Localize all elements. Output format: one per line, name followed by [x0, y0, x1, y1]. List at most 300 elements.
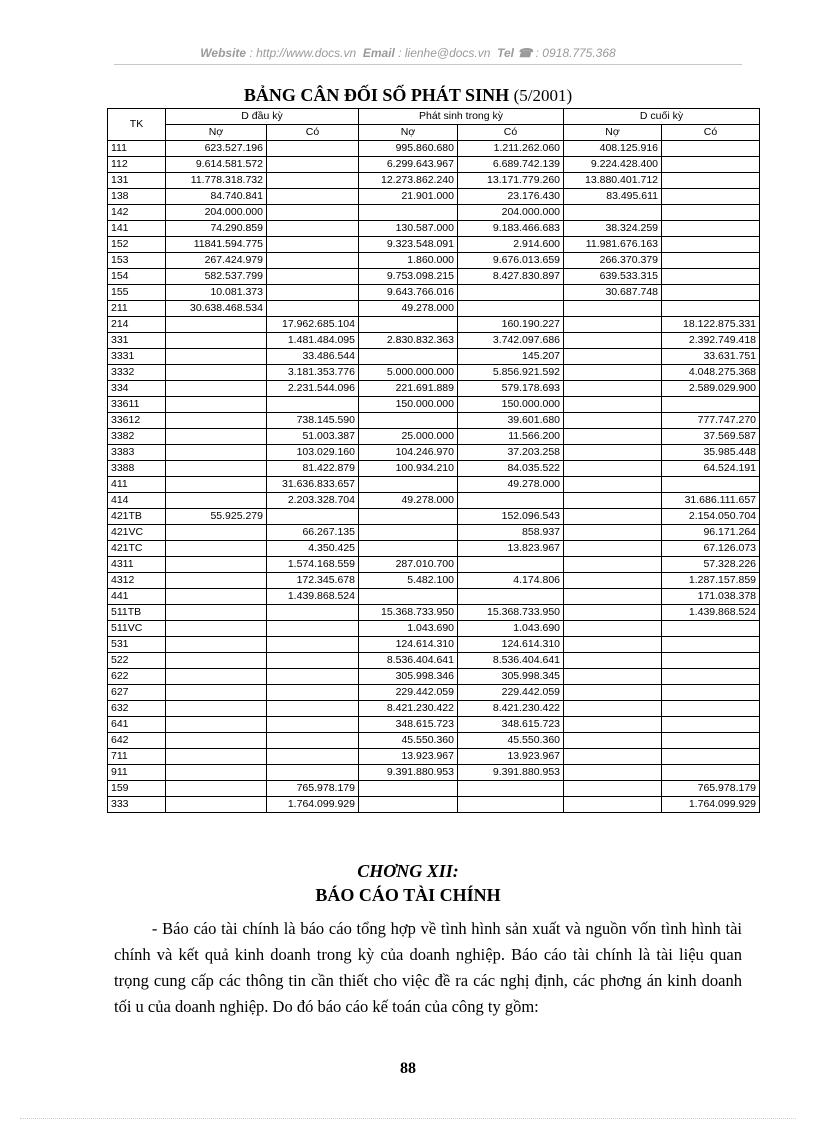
cell-period-debit [359, 349, 458, 365]
cell-closing-debit: 9.224.428.400 [564, 157, 662, 173]
cell-opening-debit: 623.527.196 [166, 141, 267, 157]
cell-opening-credit: 66.267.135 [267, 525, 359, 541]
cell-opening-debit: 267.424.979 [166, 253, 267, 269]
table-row [108, 237, 760, 253]
cell-closing-credit: 765.978.179 [662, 781, 760, 797]
cell-closing-credit [662, 701, 760, 717]
table-row [108, 765, 760, 781]
cell-closing-debit [564, 301, 662, 317]
cell-closing-debit [564, 573, 662, 589]
table-period: (5/2001) [513, 86, 573, 105]
cell-opening-credit [267, 189, 359, 205]
cell-account: 3332 [108, 365, 166, 381]
cell-period-debit: 15.368.733.950 [359, 605, 458, 621]
cell-closing-credit [662, 717, 760, 733]
col-header-closing-credit: Có [662, 125, 760, 141]
cell-period-credit: 160.190.227 [458, 317, 564, 333]
cell-closing-debit: 83.495.611 [564, 189, 662, 205]
cell-account: 331 [108, 333, 166, 349]
table-row [108, 701, 760, 717]
table-row [108, 141, 760, 157]
cell-account: 911 [108, 765, 166, 781]
cell-closing-credit: 37.569.587 [662, 429, 760, 445]
cell-closing-debit [564, 605, 662, 621]
cell-opening-debit [166, 685, 267, 701]
cell-period-debit: 2.830.832.363 [359, 333, 458, 349]
table-row [108, 733, 760, 749]
cell-period-credit: 4.174.806 [458, 573, 564, 589]
cell-period-credit [458, 797, 564, 813]
cell-closing-credit [662, 189, 760, 205]
cell-opening-credit [267, 605, 359, 621]
cell-opening-debit [166, 333, 267, 349]
cell-account: 3382 [108, 429, 166, 445]
cell-closing-credit: 2.589.029.900 [662, 381, 760, 397]
cell-period-debit [359, 797, 458, 813]
cell-period-credit: 45.550.360 [458, 733, 564, 749]
table-row [108, 301, 760, 317]
cell-opening-debit [166, 573, 267, 589]
body-paragraph [114, 916, 742, 1020]
cell-opening-debit: 9.614.581.572 [166, 157, 267, 173]
table-row [108, 557, 760, 573]
cell-opening-debit [166, 429, 267, 445]
cell-account: 627 [108, 685, 166, 701]
cell-closing-debit [564, 429, 662, 445]
cell-account: 421TC [108, 541, 166, 557]
cell-opening-credit: 2.203.328.704 [267, 493, 359, 509]
cell-closing-credit [662, 685, 760, 701]
cell-opening-debit [166, 349, 267, 365]
table-row [108, 589, 760, 605]
cell-account: 4312 [108, 573, 166, 589]
cell-period-credit: 1.211.262.060 [458, 141, 564, 157]
page-number: 88 [400, 1060, 416, 1077]
cell-period-debit: 49.278.000 [359, 301, 458, 317]
cell-period-debit: 12.273.862.240 [359, 173, 458, 189]
cell-period-credit: 15.368.733.950 [458, 605, 564, 621]
cell-opening-credit [267, 269, 359, 285]
cell-opening-credit [267, 653, 359, 669]
cell-closing-credit: 31.686.111.657 [662, 493, 760, 509]
cell-account: 154 [108, 269, 166, 285]
cell-opening-credit [267, 141, 359, 157]
cell-closing-debit [564, 669, 662, 685]
cell-account: 642 [108, 733, 166, 749]
cell-period-debit: 104.246.970 [359, 445, 458, 461]
table-row [108, 413, 760, 429]
cell-period-credit: 11.566.200 [458, 429, 564, 445]
cell-opening-debit [166, 381, 267, 397]
cell-closing-debit [564, 717, 662, 733]
cell-period-debit: 25.000.000 [359, 429, 458, 445]
cell-period-credit: 8.427.830.897 [458, 269, 564, 285]
cell-period-credit: 8.536.404.641 [458, 653, 564, 669]
cell-opening-credit: 33.486.544 [267, 349, 359, 365]
cell-period-credit [458, 557, 564, 573]
table-row [108, 685, 760, 701]
cell-account: 3388 [108, 461, 166, 477]
cell-period-credit: 5.856.921.592 [458, 365, 564, 381]
cell-period-debit: 305.998.346 [359, 669, 458, 685]
cell-period-debit: 49.278.000 [359, 493, 458, 509]
cell-period-credit: 8.421.230.422 [458, 701, 564, 717]
cell-period-debit: 1.043.690 [359, 621, 458, 637]
cell-closing-credit: 67.126.073 [662, 541, 760, 557]
cell-opening-credit [267, 221, 359, 237]
cell-opening-credit [267, 717, 359, 733]
cell-closing-credit [662, 253, 760, 269]
table-row [108, 205, 760, 221]
cell-opening-debit [166, 365, 267, 381]
table-row [108, 541, 760, 557]
cell-opening-debit [166, 749, 267, 765]
cell-closing-credit: 1.439.868.524 [662, 605, 760, 621]
cell-closing-credit: 57.328.226 [662, 557, 760, 573]
cell-opening-debit [166, 605, 267, 621]
cell-opening-credit [267, 253, 359, 269]
cell-period-debit: 221.691.889 [359, 381, 458, 397]
cell-closing-debit [564, 461, 662, 477]
table-row [108, 349, 760, 365]
table-title [0, 85, 816, 106]
cell-closing-debit [564, 637, 662, 653]
cell-closing-credit [662, 157, 760, 173]
table-row [108, 797, 760, 813]
cell-opening-credit: 2.231.544.096 [267, 381, 359, 397]
tel-number: : 0918.775.368 [535, 46, 616, 60]
cell-period-debit: 100.934.210 [359, 461, 458, 477]
cell-period-credit: 858.937 [458, 525, 564, 541]
cell-closing-credit: 171.038.378 [662, 589, 760, 605]
cell-closing-debit [564, 365, 662, 381]
cell-period-credit: 6.689.742.139 [458, 157, 564, 173]
cell-period-credit: 204.000.000 [458, 205, 564, 221]
cell-closing-credit [662, 637, 760, 653]
table-title-text: BẢNG CÂN ĐỐI SỐ PHÁT SINH [243, 85, 510, 105]
table-row [108, 509, 760, 525]
cell-period-credit [458, 285, 564, 301]
cell-period-credit: 348.615.723 [458, 717, 564, 733]
cell-closing-credit [662, 301, 760, 317]
cell-opening-credit: 4.350.425 [267, 541, 359, 557]
cell-opening-credit: 1.439.868.524 [267, 589, 359, 605]
cell-opening-debit [166, 589, 267, 605]
cell-closing-debit: 13.880.401.712 [564, 173, 662, 189]
cell-account: 152 [108, 237, 166, 253]
table-row [108, 253, 760, 269]
cell-account: 421VC [108, 525, 166, 541]
cell-account: 522 [108, 653, 166, 669]
cell-closing-credit [662, 397, 760, 413]
cell-period-credit: 13.171.779.260 [458, 173, 564, 189]
cell-opening-credit [267, 765, 359, 781]
cell-account: 4311 [108, 557, 166, 573]
table-row [108, 397, 760, 413]
cell-opening-credit [267, 237, 359, 253]
cell-closing-debit [564, 317, 662, 333]
cell-opening-credit [267, 749, 359, 765]
col-header-tk: TK [108, 109, 166, 141]
cell-account: 211 [108, 301, 166, 317]
cell-closing-debit [564, 653, 662, 669]
cell-period-debit: 8.536.404.641 [359, 653, 458, 669]
cell-closing-debit: 38.324.259 [564, 221, 662, 237]
cell-period-credit: 9.183.466.683 [458, 221, 564, 237]
cell-opening-credit [267, 397, 359, 413]
cell-opening-credit: 765.978.179 [267, 781, 359, 797]
cell-account: 414 [108, 493, 166, 509]
table-row [108, 333, 760, 349]
table-row [108, 189, 760, 205]
cell-period-debit [359, 525, 458, 541]
cell-period-debit: 9.391.880.953 [359, 765, 458, 781]
cell-opening-debit [166, 637, 267, 653]
cell-period-debit: 9.753.098.215 [359, 269, 458, 285]
cell-closing-debit [564, 781, 662, 797]
cell-closing-debit [564, 397, 662, 413]
cell-opening-debit [166, 445, 267, 461]
website-url[interactable]: : http://www.docs.vn [249, 46, 357, 60]
cell-period-credit: 579.178.693 [458, 381, 564, 397]
cell-opening-credit [267, 669, 359, 685]
cell-opening-credit: 1.574.168.559 [267, 557, 359, 573]
cell-period-credit: 1.043.690 [458, 621, 564, 637]
website-label: Website [200, 46, 247, 60]
table-row [108, 381, 760, 397]
cell-opening-debit: 84.740.841 [166, 189, 267, 205]
footer-divider [20, 1118, 796, 1119]
cell-period-debit: 130.587.000 [359, 221, 458, 237]
cell-opening-credit: 31.636.833.657 [267, 477, 359, 493]
cell-closing-credit: 4.048.275.368 [662, 365, 760, 381]
email-address[interactable]: : lienhe@docs.vn [398, 46, 491, 60]
cell-period-credit: 145.207 [458, 349, 564, 365]
cell-period-credit: 23.176.430 [458, 189, 564, 205]
cell-opening-debit: 582.537.799 [166, 269, 267, 285]
col-header-opening: D đầu kỳ [166, 109, 359, 125]
cell-account: 159 [108, 781, 166, 797]
cell-closing-debit: 266.370.379 [564, 253, 662, 269]
cell-period-debit: 150.000.000 [359, 397, 458, 413]
cell-period-credit: 13.823.967 [458, 541, 564, 557]
cell-account: 138 [108, 189, 166, 205]
cell-closing-credit [662, 269, 760, 285]
cell-period-credit: 84.035.522 [458, 461, 564, 477]
cell-period-debit: 124.614.310 [359, 637, 458, 653]
cell-account: 155 [108, 285, 166, 301]
cell-closing-debit [564, 557, 662, 573]
cell-period-debit: 13.923.967 [359, 749, 458, 765]
cell-opening-credit: 738.145.590 [267, 413, 359, 429]
cell-closing-credit: 777.747.270 [662, 413, 760, 429]
cell-account: 33612 [108, 413, 166, 429]
cell-closing-credit: 2.392.749.418 [662, 333, 760, 349]
table-row [108, 749, 760, 765]
cell-opening-debit [166, 781, 267, 797]
cell-period-debit: 1.860.000 [359, 253, 458, 269]
cell-account: 711 [108, 749, 166, 765]
cell-closing-credit [662, 237, 760, 253]
cell-period-debit [359, 509, 458, 525]
col-header-closing-debit: Nợ [564, 125, 662, 141]
cell-opening-debit [166, 733, 267, 749]
cell-closing-credit [662, 749, 760, 765]
header-divider [114, 64, 742, 65]
cell-period-credit [458, 781, 564, 797]
cell-opening-debit [166, 621, 267, 637]
table-row [108, 637, 760, 653]
cell-closing-credit [662, 221, 760, 237]
table-body [108, 141, 760, 813]
cell-opening-credit: 17.962.685.104 [267, 317, 359, 333]
cell-opening-debit: 204.000.000 [166, 205, 267, 221]
cell-closing-credit: 1.764.099.929 [662, 797, 760, 813]
table-row [108, 317, 760, 333]
cell-period-credit: 9.676.013.659 [458, 253, 564, 269]
cell-period-debit: 6.299.643.967 [359, 157, 458, 173]
cell-opening-credit: 81.422.879 [267, 461, 359, 477]
cell-closing-credit [662, 621, 760, 637]
cell-period-credit: 37.203.258 [458, 445, 564, 461]
table-row [108, 493, 760, 509]
cell-period-credit: 305.998.345 [458, 669, 564, 685]
cell-opening-credit: 172.345.678 [267, 573, 359, 589]
cell-opening-debit: 11.778.318.732 [166, 173, 267, 189]
cell-period-credit: 49.278.000 [458, 477, 564, 493]
balance-table [107, 108, 760, 813]
cell-closing-debit [564, 589, 662, 605]
cell-account: 112 [108, 157, 166, 173]
cell-closing-debit [564, 349, 662, 365]
cell-opening-credit [267, 205, 359, 221]
col-header-closing: D cuối kỳ [564, 109, 760, 125]
cell-opening-debit [166, 797, 267, 813]
tel-label: Tel ☎ [497, 46, 533, 60]
cell-opening-debit [166, 669, 267, 685]
cell-account: 421TB [108, 509, 166, 525]
cell-period-credit: 9.391.880.953 [458, 765, 564, 781]
table-row [108, 573, 760, 589]
cell-opening-credit [267, 701, 359, 717]
cell-period-debit: 348.615.723 [359, 717, 458, 733]
cell-period-debit [359, 589, 458, 605]
cell-closing-debit [564, 445, 662, 461]
cell-opening-debit [166, 461, 267, 477]
cell-period-debit: 8.421.230.422 [359, 701, 458, 717]
table-row [108, 445, 760, 461]
cell-closing-debit [564, 493, 662, 509]
table-row [108, 605, 760, 621]
col-header-opening-debit: Nợ [166, 125, 267, 141]
cell-account: 3383 [108, 445, 166, 461]
cell-opening-credit: 1.481.484.095 [267, 333, 359, 349]
col-header-period-credit: Có [458, 125, 564, 141]
cell-period-debit: 45.550.360 [359, 733, 458, 749]
cell-account: 142 [108, 205, 166, 221]
table-row [108, 653, 760, 669]
cell-closing-credit: 2.154.050.704 [662, 509, 760, 525]
table-row [108, 669, 760, 685]
cell-period-credit: 39.601.680 [458, 413, 564, 429]
table-row [108, 477, 760, 493]
cell-closing-credit [662, 653, 760, 669]
cell-closing-credit [662, 669, 760, 685]
cell-opening-debit: 30.638.468.534 [166, 301, 267, 317]
cell-opening-credit [267, 285, 359, 301]
cell-period-credit: 3.742.097.686 [458, 333, 564, 349]
cell-closing-debit [564, 701, 662, 717]
table-row [108, 269, 760, 285]
cell-account: 141 [108, 221, 166, 237]
cell-opening-credit: 1.764.099.929 [267, 797, 359, 813]
cell-closing-credit: 64.524.191 [662, 461, 760, 477]
cell-opening-credit [267, 685, 359, 701]
cell-account: 333 [108, 797, 166, 813]
cell-period-debit [359, 781, 458, 797]
cell-opening-debit: 74.290.859 [166, 221, 267, 237]
cell-period-credit: 150.000.000 [458, 397, 564, 413]
cell-opening-credit [267, 301, 359, 317]
cell-account: 334 [108, 381, 166, 397]
cell-period-credit: 152.096.543 [458, 509, 564, 525]
table-row [108, 365, 760, 381]
cell-account: 214 [108, 317, 166, 333]
cell-closing-credit: 33.631.751 [662, 349, 760, 365]
cell-account: 153 [108, 253, 166, 269]
cell-period-debit: 229.442.059 [359, 685, 458, 701]
cell-period-credit: 229.442.059 [458, 685, 564, 701]
cell-opening-debit [166, 397, 267, 413]
cell-period-debit [359, 317, 458, 333]
cell-period-debit: 287.010.700 [359, 557, 458, 573]
cell-closing-credit [662, 285, 760, 301]
cell-closing-credit: 1.287.157.859 [662, 573, 760, 589]
cell-period-debit [359, 205, 458, 221]
table-row [108, 525, 760, 541]
cell-period-credit: 124.614.310 [458, 637, 564, 653]
cell-closing-debit: 408.125.916 [564, 141, 662, 157]
cell-period-credit: 2.914.600 [458, 237, 564, 253]
cell-closing-debit [564, 541, 662, 557]
cell-closing-debit [564, 749, 662, 765]
cell-account: 131 [108, 173, 166, 189]
table-row [108, 717, 760, 733]
cell-closing-debit [564, 797, 662, 813]
table-row [108, 285, 760, 301]
page-header [0, 46, 816, 60]
cell-account: 411 [108, 477, 166, 493]
cell-period-credit: 13.923.967 [458, 749, 564, 765]
cell-closing-debit: 639.533.315 [564, 269, 662, 285]
cell-closing-credit [662, 765, 760, 781]
cell-closing-debit [564, 509, 662, 525]
cell-account: 632 [108, 701, 166, 717]
cell-closing-credit [662, 733, 760, 749]
cell-period-debit: 5.000.000.000 [359, 365, 458, 381]
table-row [108, 461, 760, 477]
cell-closing-debit: 11.981.676.163 [564, 237, 662, 253]
cell-opening-debit: 55.925.279 [166, 509, 267, 525]
cell-opening-credit: 103.029.160 [267, 445, 359, 461]
cell-opening-credit: 3.181.353.776 [267, 365, 359, 381]
cell-period-debit: 5.482.100 [359, 573, 458, 589]
cell-period-debit: 9.323.548.091 [359, 237, 458, 253]
cell-period-credit [458, 589, 564, 605]
cell-closing-debit: 30.687.748 [564, 285, 662, 301]
cell-closing-debit [564, 621, 662, 637]
cell-closing-debit [564, 685, 662, 701]
